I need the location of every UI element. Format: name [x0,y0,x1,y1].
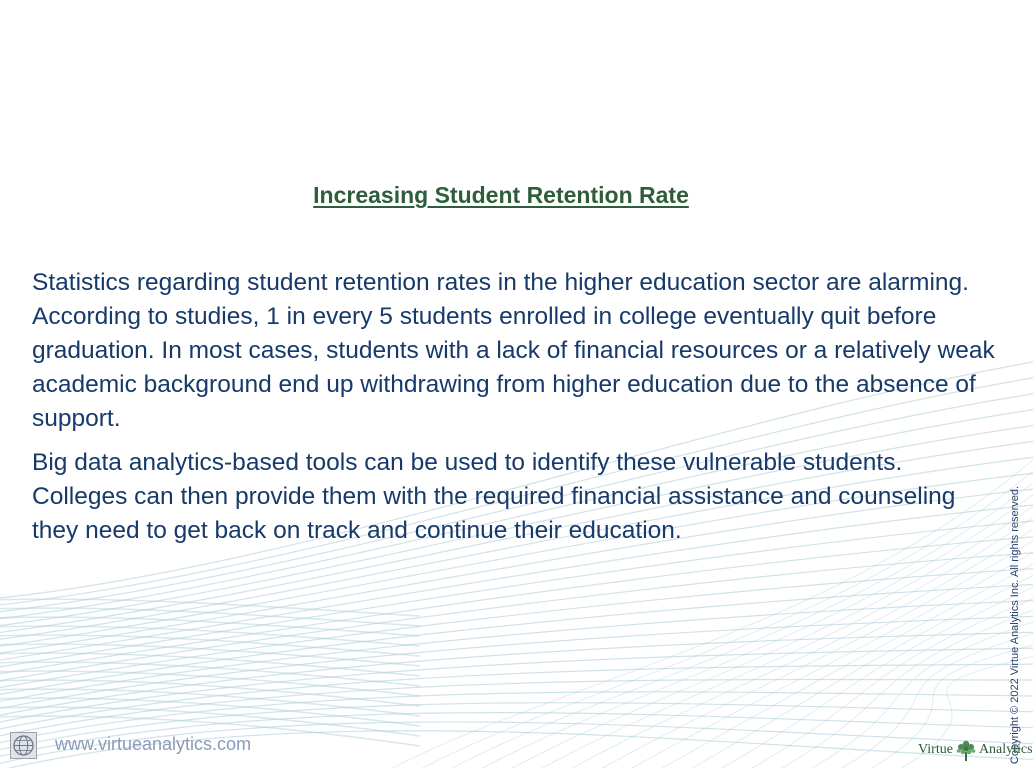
body-text [32,266,1002,558]
wave-line [0,568,1033,691]
slide-title: Increasing Student Retention Rate [313,182,689,208]
website-link[interactable]: www.virtueanalytics.com [55,734,252,754]
globe-icon [10,732,37,759]
wave-line [0,698,420,726]
paragraph-statistics: Statistics regarding student retention rates in the higher education sector are alarming. According to studies, 1 in every 5 students enrolled in college eventually quit before graduation. In most cases, students with a lack of financial resources or a relatively weak academic background end up withdrawing from higher education due to the absence of support. [32,269,995,432]
wave-line [560,522,1033,768]
company-logo [918,737,1033,763]
logo-word-virtue: Virtue [918,742,953,757]
wave-line [0,689,420,716]
copyright-notice: Copyright © 2022 Virtue Analytics Inc. All rights reserved. [1009,485,1021,765]
logo-word-analytics: Analytics [978,742,1033,757]
tree-icon [955,738,977,762]
paragraph-analytics-tools: Big data analytics-based tools can be used to identify these vulnerable students. Colleges can then provide them with the required financial assistance and counseling they need to get back on track and continue their education. [32,449,956,544]
